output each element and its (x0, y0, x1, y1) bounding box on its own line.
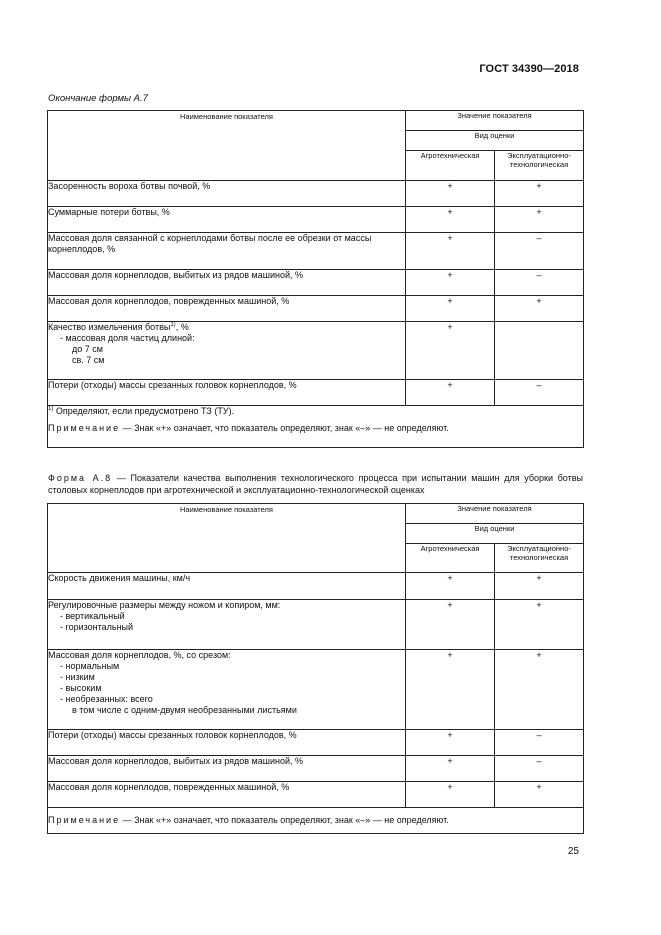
table-row: Массовая доля корнеплодов, поврежденных машиной, % + + (48, 296, 584, 322)
note: Примечание — Знак «+» означает, что показатель определяют, знак «–» — не определяют. (48, 808, 584, 834)
table-row: Суммарные потери ботвы, % + + (48, 207, 584, 233)
note: Примечание — Знак «+» означает, что показатель определяют, знак «–» — не определяют. (48, 423, 449, 433)
table-caption: Окончание формы А.7 (48, 93, 148, 104)
header-expl: Эксплуатационно- технологическая (495, 151, 584, 181)
header-eval-type: Вид оценки (406, 131, 584, 151)
header-value-group: Значение показателя (406, 504, 584, 524)
standard-number: ГОСТ 34390—2018 (479, 63, 579, 75)
header-eval-type: Вид оценки (406, 524, 584, 544)
header-agro: Агротехническая (406, 151, 495, 181)
form-a8-table (47, 503, 584, 834)
form-a8-title: Форма А.8 — Показатели качества выполнения технологического процесса при испытании машин для уборки ботвы столовых корнеплодов при агротехнической и эксплуатационно-технологической оценках (48, 473, 583, 495)
table-row: Регулировочные размеры между ножом и копиром, мм: - вертикальный - горизонтальный + + (48, 600, 584, 650)
header-name-col: Наименование показателя (48, 111, 406, 181)
header-agro: Агротехническая (406, 544, 495, 573)
table-row: Засоренность вороха ботвы почвой, % + + (48, 181, 584, 207)
form-a7-table (47, 110, 584, 448)
footnote: $^{1)}$ Определяют, если предусмотрено ТЗ (ТУ). (48, 406, 235, 416)
header-value-group: Значение показателя (406, 111, 584, 131)
table-row: Массовая доля корнеплодов, выбитых из рядов машиной, % + – (48, 270, 584, 296)
header-expl: Эксплуатационно- технологическая (495, 544, 584, 573)
table-row: Массовая доля связанной с корнеплодами ботвы после ее обрезки от массы корнеплодов, % + – (48, 233, 584, 270)
footnote-cell (48, 406, 584, 448)
page-number: 25 (567, 846, 579, 857)
table-row: Потери (отходы) массы срезанных головок корнеплодов, % + – (48, 380, 584, 406)
table-row: Массовая доля корнеплодов, выбитых из рядов машиной, % + – (48, 756, 584, 782)
header-name-col: Наименование показателя (48, 504, 406, 573)
table-row: Скорость движения машины, км/ч + + (48, 573, 584, 600)
table-row: Потери (отходы) массы срезанных головок корнеплодов, % + – (48, 730, 584, 756)
table-row: Массовая доля корнеплодов, поврежденных машиной, % + + (48, 782, 584, 808)
table-row: Массовая доля корнеплодов, %, со срезом: - нормальным - низким - высоким - необрезанных: всего в том числе с одним-двумя необрезанными листьями + + (48, 650, 584, 730)
table-row: Качество измельчения ботвы$^{1)}$, % - массовая доля частиц длиной: до 7 см св. 7 см + (48, 322, 584, 380)
